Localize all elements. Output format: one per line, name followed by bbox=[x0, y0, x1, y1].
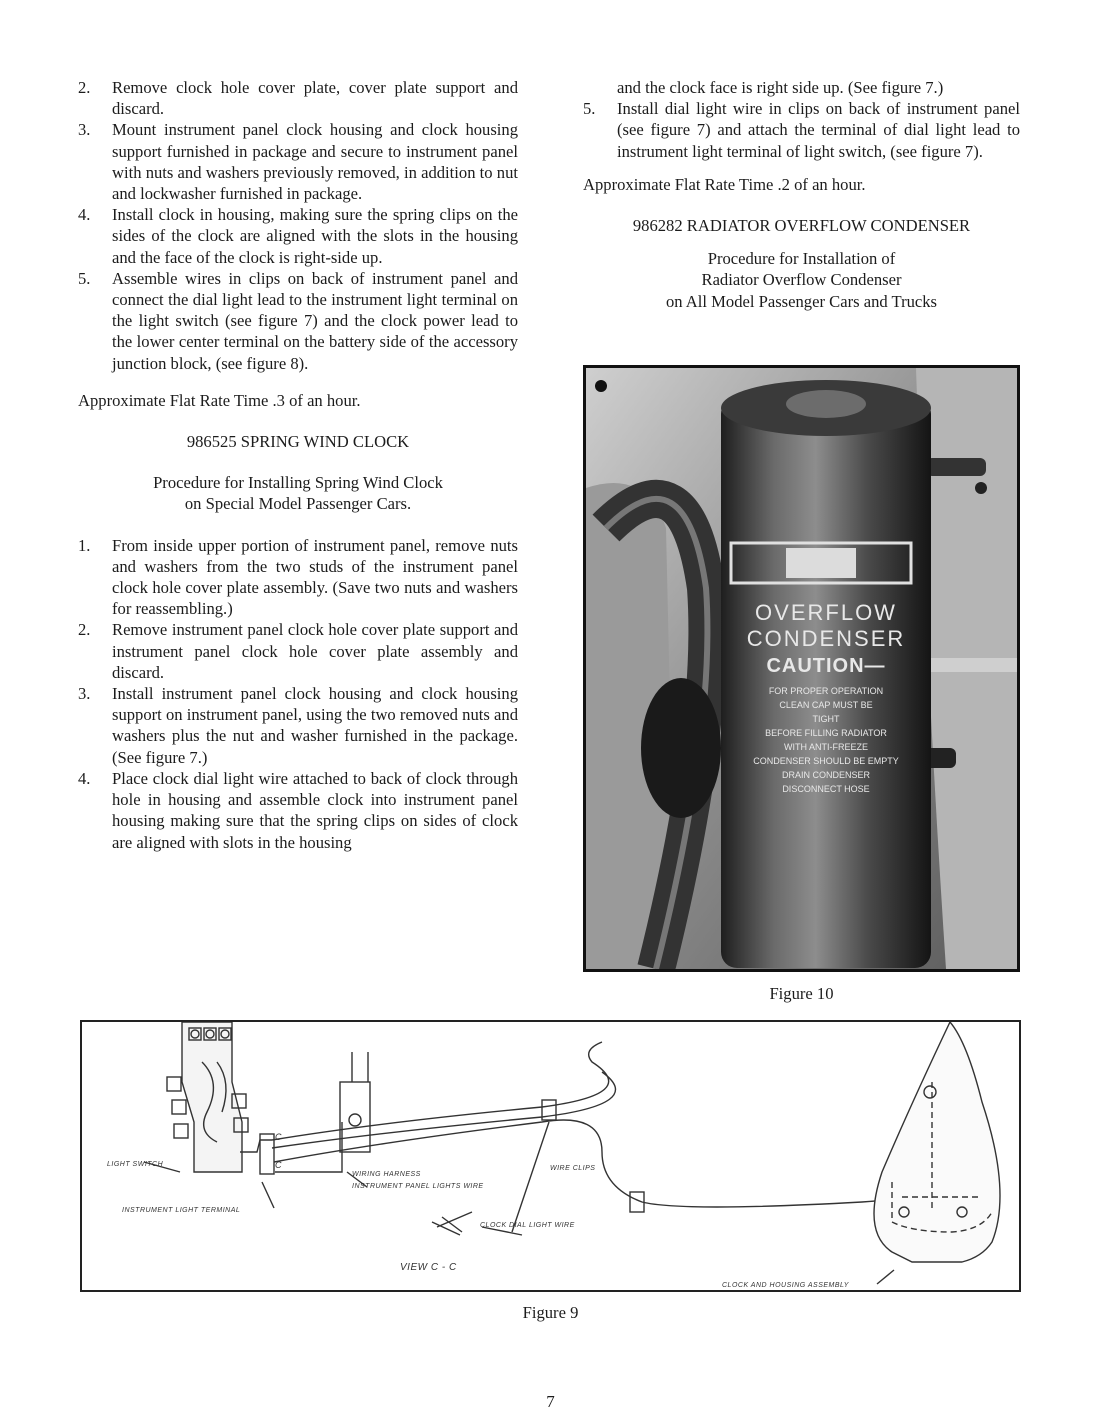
procedure-line: on All Model Passenger Cars and Trucks bbox=[665, 291, 938, 311]
item-number: 2. bbox=[78, 78, 91, 97]
label-wire-clips: WIRE CLIPS bbox=[550, 1165, 596, 1172]
item-text: Remove clock hole cover plate, cover plate support and discard. bbox=[112, 78, 518, 119]
wiring-diagram-illustration bbox=[82, 1022, 1019, 1290]
page-number: 7 bbox=[546, 1392, 555, 1411]
item-number: 4. bbox=[78, 768, 91, 788]
can-text-line: CONDENSER SHOULD BE EMPTY bbox=[753, 756, 899, 766]
can-text-caution: CAUTION— bbox=[766, 655, 886, 677]
item-text: Assemble wires in clips on back of instrument panel and connect the dial light lead to the instrument light terminal on the light switch (see figure 7) and the clock power lead to the lower center terminal on the battery side of the accessory junction block, (see figure 8). bbox=[112, 268, 518, 373]
flat-rate-time: Approximate Flat Rate Time .3 of an hour. bbox=[78, 390, 361, 410]
procedure-line: Procedure for Installing Spring Wind Clock bbox=[153, 473, 443, 493]
can-text-overflow: OVERFLOW bbox=[755, 600, 897, 625]
can-text-line: WITH ANTI-FREEZE bbox=[784, 742, 868, 752]
can-text-condenser: CONDENSER bbox=[746, 626, 906, 651]
list-item bbox=[78, 119, 518, 204]
flat-rate-time: Approximate Flat Rate Time .2 of an hour. bbox=[583, 174, 866, 194]
label-instrument-light-terminal: INSTRUMENT LIGHT TERMINAL bbox=[122, 1207, 241, 1214]
list-item bbox=[78, 77, 518, 119]
item-text: Mount instrument panel clock housing and clock housing support furnished in package and secure to instrument panel with nuts and washers previously removed, in addition to nut and lockwasher furnished in package. bbox=[112, 120, 518, 204]
figure-10-caption: Figure 10 bbox=[769, 984, 834, 1003]
section-marker: C bbox=[275, 1160, 282, 1170]
can-text-line: DISCONNECT HOSE bbox=[782, 784, 870, 794]
label-clock-housing-assembly: CLOCK AND HOUSING ASSEMBLY bbox=[722, 1282, 849, 1289]
can-text-line: DRAIN CONDENSER bbox=[781, 770, 871, 780]
list-item bbox=[78, 535, 518, 620]
label-wiring-harness: WIRING HARNESS bbox=[352, 1171, 421, 1178]
list-item bbox=[78, 768, 518, 853]
item-number: 1. bbox=[78, 535, 91, 555]
condenser-photo bbox=[583, 365, 1020, 972]
condenser-photo-illustration bbox=[586, 368, 1017, 969]
item-text: From inside upper portion of instrument panel, remove nuts and washers from the two studs of the instrument panel clock hole cover plate assembly. (Save two nuts and washers for reassembling.) bbox=[112, 535, 518, 619]
can-text-line: BEFORE FILLING RADIATOR bbox=[765, 728, 887, 738]
clock-wiring-diagram bbox=[80, 1020, 1021, 1292]
item-number: 5. bbox=[78, 268, 91, 288]
item-text: Remove instrument panel clock hole cover plate support and instrument panel clock hole cover plate assembly and discard. bbox=[112, 620, 518, 682]
list-item bbox=[78, 204, 518, 268]
right-column bbox=[583, 77, 1020, 312]
list-item bbox=[78, 619, 518, 683]
item-number: 3. bbox=[78, 684, 91, 704]
section-heading: 986525 SPRING WIND CLOCK bbox=[186, 432, 410, 452]
item-number: 2. bbox=[78, 620, 91, 640]
item-number: 5. bbox=[583, 99, 596, 119]
list-item bbox=[78, 683, 518, 768]
can-text-line: FOR PROPER OPERATION bbox=[768, 686, 884, 696]
section-heading: 986282 RADIATOR OVERFLOW CONDENSER bbox=[632, 216, 971, 236]
procedure-line: Radiator Overflow Condenser bbox=[701, 270, 902, 290]
item-number: 3. bbox=[78, 120, 91, 140]
item-text: Install dial light wire in clips on back of instrument panel (see figure 7) and attach the terminal of dial light lead to instrument light terminal of light switch, (see figure 7). bbox=[617, 99, 1020, 161]
item-continuation: and the clock face is right side up. (See figure 7.) bbox=[617, 78, 944, 97]
figure-9-caption: Figure 9 bbox=[522, 1303, 579, 1322]
label-panel-lights-wire: INSTRUMENT PANEL LIGHTS WIRE bbox=[352, 1183, 484, 1190]
list-item bbox=[78, 268, 518, 374]
item-number: 4. bbox=[78, 205, 91, 225]
item-text: Place clock dial light wire attached to back of clock through hole in housing and assemble clock into instrument panel housing making sure that the spring clips on sides of clock are aligned with slots in the housing bbox=[112, 768, 518, 852]
procedure-line: Procedure for Installation of bbox=[707, 249, 896, 269]
item-text: Install instrument panel clock housing and clock housing support on instrument panel, using the two removed nuts and washers plus the nut and washer furnished in the package. (See figure 7.) bbox=[112, 684, 518, 767]
can-text-line: CLEAN CAP MUST BE bbox=[779, 700, 873, 710]
section-marker: C bbox=[275, 1132, 282, 1142]
list-item bbox=[583, 98, 1020, 162]
label-clock-dial-light-wire: CLOCK DIAL LIGHT WIRE bbox=[480, 1222, 575, 1229]
label-view-cc: VIEW C - C bbox=[400, 1262, 457, 1273]
label-light-switch: LIGHT SWITCH bbox=[107, 1161, 164, 1168]
left-column bbox=[78, 77, 518, 853]
item-text: Install clock in housing, making sure the spring clips on the sides of the clock are aligned with the slots in the housing and the face of the clock is right-side up. bbox=[112, 205, 518, 267]
can-text-line: TIGHT bbox=[812, 714, 840, 724]
procedure-line: on Special Model Passenger Cars. bbox=[184, 494, 412, 514]
